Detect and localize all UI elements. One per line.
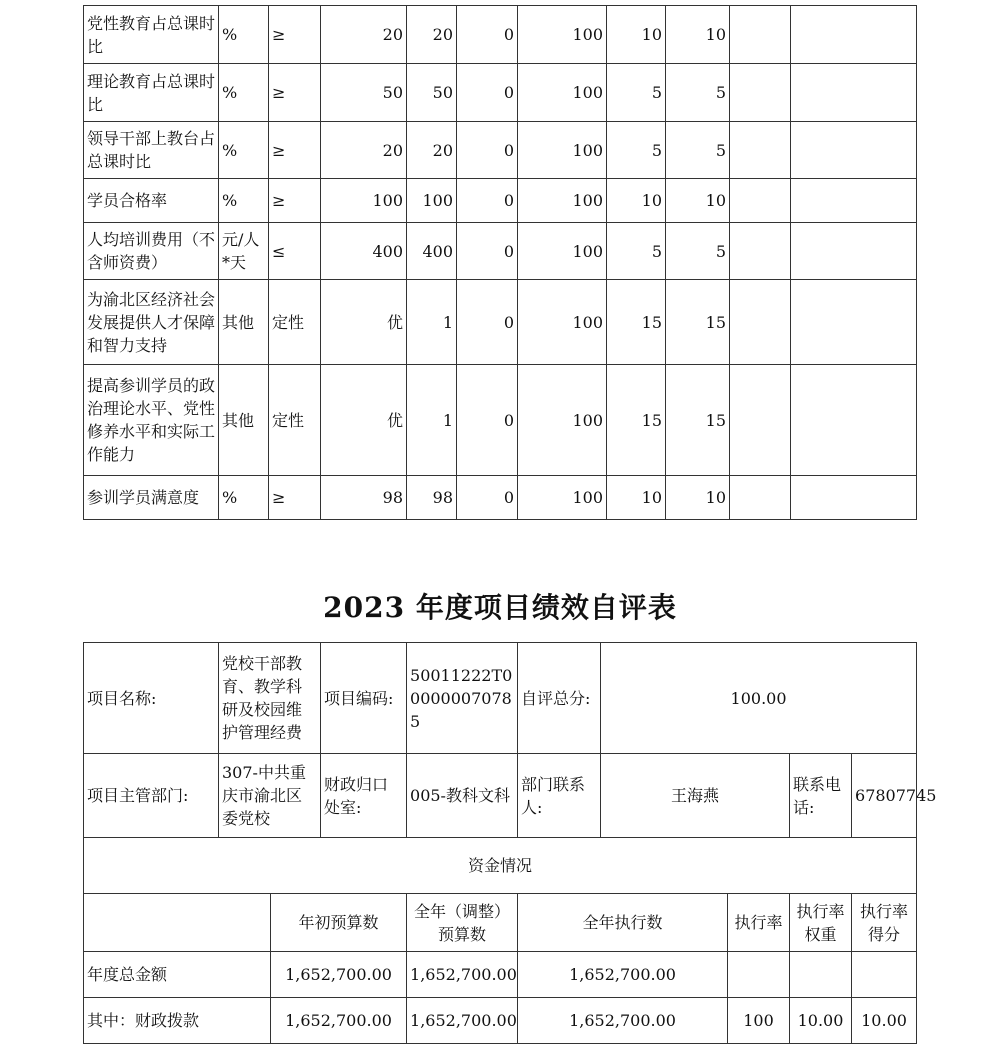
indicator-actual: 1 xyxy=(407,365,457,476)
funds-executed: 1,652,700.00 xyxy=(518,998,728,1044)
indicator-empty-cell xyxy=(730,280,791,365)
indicator-row xyxy=(84,6,917,64)
indicator-target: 400 xyxy=(321,223,407,280)
indicator-operator: 定性 xyxy=(269,280,321,365)
funds-adjusted: 1,652,700.00 xyxy=(407,998,518,1044)
indicator-row xyxy=(84,223,917,280)
indicator-empty-cell xyxy=(730,365,791,476)
funds-header-rate-score: 执行率得分 xyxy=(852,894,917,952)
indicator-target: 50 xyxy=(321,64,407,122)
indicator-unit: % xyxy=(219,476,269,520)
indicator-empty-cell xyxy=(730,179,791,223)
indicator-empty-cell xyxy=(791,179,917,223)
indicator-actual: 98 xyxy=(407,476,457,520)
funds-section-row xyxy=(84,838,917,894)
indicator-target: 100 xyxy=(321,179,407,223)
finance-office-label: 财政归口处室: xyxy=(321,754,407,838)
indicator-unit: % xyxy=(219,6,269,64)
funds-row-label: 其中：财政拨款 xyxy=(84,998,271,1044)
indicator-actual: 400 xyxy=(407,223,457,280)
indicator-weight: 10 xyxy=(607,476,666,520)
indicator-empty-cell xyxy=(791,6,917,64)
indicator-empty-cell xyxy=(730,64,791,122)
funds-row-total xyxy=(84,952,917,998)
indicator-weight: 10 xyxy=(607,179,666,223)
funds-header-initial: 年初预算数 xyxy=(271,894,407,952)
indicator-completion: 100 xyxy=(518,476,607,520)
indicator-unit: % xyxy=(219,122,269,179)
indicator-row xyxy=(84,122,917,179)
indicator-score: 5 xyxy=(666,64,730,122)
funds-header-rate-weight: 执行率权重 xyxy=(790,894,852,952)
funds-row-label: 年度总金额 xyxy=(84,952,271,998)
indicator-weight: 15 xyxy=(607,280,666,365)
indicator-name: 参训学员满意度 xyxy=(84,476,219,520)
indicator-actual: 50 xyxy=(407,64,457,122)
department-row xyxy=(84,754,917,838)
indicator-completion: 100 xyxy=(518,64,607,122)
funds-initial: 1,652,700.00 xyxy=(271,952,407,998)
indicator-empty-cell xyxy=(791,64,917,122)
indicator-name: 领导干部上教台占总课时比 xyxy=(84,122,219,179)
indicator-name: 人均培训费用（不含师资费） xyxy=(84,223,219,280)
indicator-name: 理论教育占总课时比 xyxy=(84,64,219,122)
indicator-deviation: 0 xyxy=(457,365,518,476)
indicator-score: 10 xyxy=(666,476,730,520)
indicator-weight: 15 xyxy=(607,365,666,476)
indicator-row xyxy=(84,476,917,520)
indicator-row xyxy=(84,365,917,476)
project-name-label: 项目名称: xyxy=(84,643,219,754)
indicator-actual: 20 xyxy=(407,6,457,64)
indicator-weight: 5 xyxy=(607,122,666,179)
indicator-operator: ≥ xyxy=(269,64,321,122)
indicator-empty-cell xyxy=(730,6,791,64)
indicator-deviation: 0 xyxy=(457,64,518,122)
department-label: 项目主管部门: xyxy=(84,754,219,838)
funds-header-adjusted: 全年（调整）预算数 xyxy=(407,894,518,952)
indicator-target: 优 xyxy=(321,365,407,476)
indicator-empty-cell xyxy=(791,122,917,179)
indicator-score: 15 xyxy=(666,365,730,476)
indicator-score: 10 xyxy=(666,6,730,64)
performance-indicators-table xyxy=(83,5,917,520)
indicator-empty-cell xyxy=(730,122,791,179)
funds-section-heading: 资金情况 xyxy=(84,838,917,894)
indicator-score: 5 xyxy=(666,122,730,179)
indicator-operator: ≥ xyxy=(269,179,321,223)
contact-value: 王海燕 xyxy=(601,754,790,838)
project-code-label: 项目编码: xyxy=(321,643,407,754)
phone-value: 67807745 xyxy=(852,754,917,838)
indicator-unit: % xyxy=(219,64,269,122)
funds-rate-score xyxy=(852,952,917,998)
project-self-evaluation-table xyxy=(83,642,937,1044)
indicator-score: 5 xyxy=(666,223,730,280)
indicator-empty-cell xyxy=(791,476,917,520)
funds-executed: 1,652,700.00 xyxy=(518,952,728,998)
indicator-actual: 100 xyxy=(407,179,457,223)
indicator-deviation: 0 xyxy=(457,223,518,280)
indicator-operator: ≥ xyxy=(269,122,321,179)
funds-rate: 100 xyxy=(728,998,790,1044)
indicator-weight: 10 xyxy=(607,6,666,64)
funds-rate-weight xyxy=(790,952,852,998)
indicator-empty-cell xyxy=(791,223,917,280)
indicator-deviation: 0 xyxy=(457,6,518,64)
indicator-empty-cell xyxy=(791,280,917,365)
indicator-target: 优 xyxy=(321,280,407,365)
indicator-actual: 20 xyxy=(407,122,457,179)
indicator-completion: 100 xyxy=(518,6,607,64)
self-score-label: 自评总分: xyxy=(518,643,601,754)
funds-adjusted: 1,652,700.00 xyxy=(407,952,518,998)
indicator-weight: 5 xyxy=(607,64,666,122)
indicator-row xyxy=(84,64,917,122)
self-score-value: 100.00 xyxy=(601,643,917,754)
project-name-value: 党校干部教育、教学科研及校园维护管理经费 xyxy=(219,643,321,754)
indicator-name: 学员合格率 xyxy=(84,179,219,223)
funds-header-row xyxy=(84,894,917,952)
funds-rate-score: 10.00 xyxy=(852,998,917,1044)
indicator-empty-cell xyxy=(791,365,917,476)
phone-label: 联系电话: xyxy=(790,754,852,838)
indicator-completion: 100 xyxy=(518,223,607,280)
indicator-empty-cell xyxy=(730,476,791,520)
indicator-deviation: 0 xyxy=(457,179,518,223)
funds-header-rate: 执行率 xyxy=(728,894,790,952)
indicator-operator: ≤ xyxy=(269,223,321,280)
page-title: 2023 年度项目绩效自评表 xyxy=(323,591,677,624)
indicator-deviation: 0 xyxy=(457,476,518,520)
contact-label: 部门联系人: xyxy=(518,754,601,838)
indicator-completion: 100 xyxy=(518,122,607,179)
indicator-unit: 其他 xyxy=(219,280,269,365)
indicator-name: 提高参训学员的政治理论水平、党性修养水平和实际工作能力 xyxy=(84,365,219,476)
indicator-score: 10 xyxy=(666,179,730,223)
funds-header-blank xyxy=(84,894,271,952)
indicator-target: 20 xyxy=(321,6,407,64)
indicator-unit: 元/人*天 xyxy=(219,223,269,280)
indicator-operator: ≥ xyxy=(269,476,321,520)
funds-initial: 1,652,700.00 xyxy=(271,998,407,1044)
indicator-completion: 100 xyxy=(518,365,607,476)
indicator-row xyxy=(84,280,917,365)
indicator-operator: ≥ xyxy=(269,6,321,64)
indicator-weight: 5 xyxy=(607,223,666,280)
department-value: 307-中共重庆市渝北区委党校 xyxy=(219,754,321,838)
indicator-actual: 1 xyxy=(407,280,457,365)
indicator-completion: 100 xyxy=(518,179,607,223)
indicator-operator: 定性 xyxy=(269,365,321,476)
funds-rate xyxy=(728,952,790,998)
indicator-score: 15 xyxy=(666,280,730,365)
indicator-empty-cell xyxy=(730,223,791,280)
project-code-value: 50011222T000000070785 xyxy=(407,643,518,754)
indicator-unit: 其他 xyxy=(219,365,269,476)
indicator-row xyxy=(84,179,917,223)
indicator-target: 20 xyxy=(321,122,407,179)
indicator-name: 党性教育占总课时比 xyxy=(84,6,219,64)
finance-office-value: 005-教科文科 xyxy=(407,754,518,838)
funds-row-fiscal xyxy=(84,998,917,1044)
indicator-deviation: 0 xyxy=(457,122,518,179)
indicator-deviation: 0 xyxy=(457,280,518,365)
indicator-name: 为渝北区经济社会发展提供人才保障和智力支持 xyxy=(84,280,219,365)
funds-header-executed: 全年执行数 xyxy=(518,894,728,952)
indicator-target: 98 xyxy=(321,476,407,520)
indicator-unit: % xyxy=(219,179,269,223)
project-name-row xyxy=(84,643,917,754)
funds-rate-weight: 10.00 xyxy=(790,998,852,1044)
indicator-completion: 100 xyxy=(518,280,607,365)
